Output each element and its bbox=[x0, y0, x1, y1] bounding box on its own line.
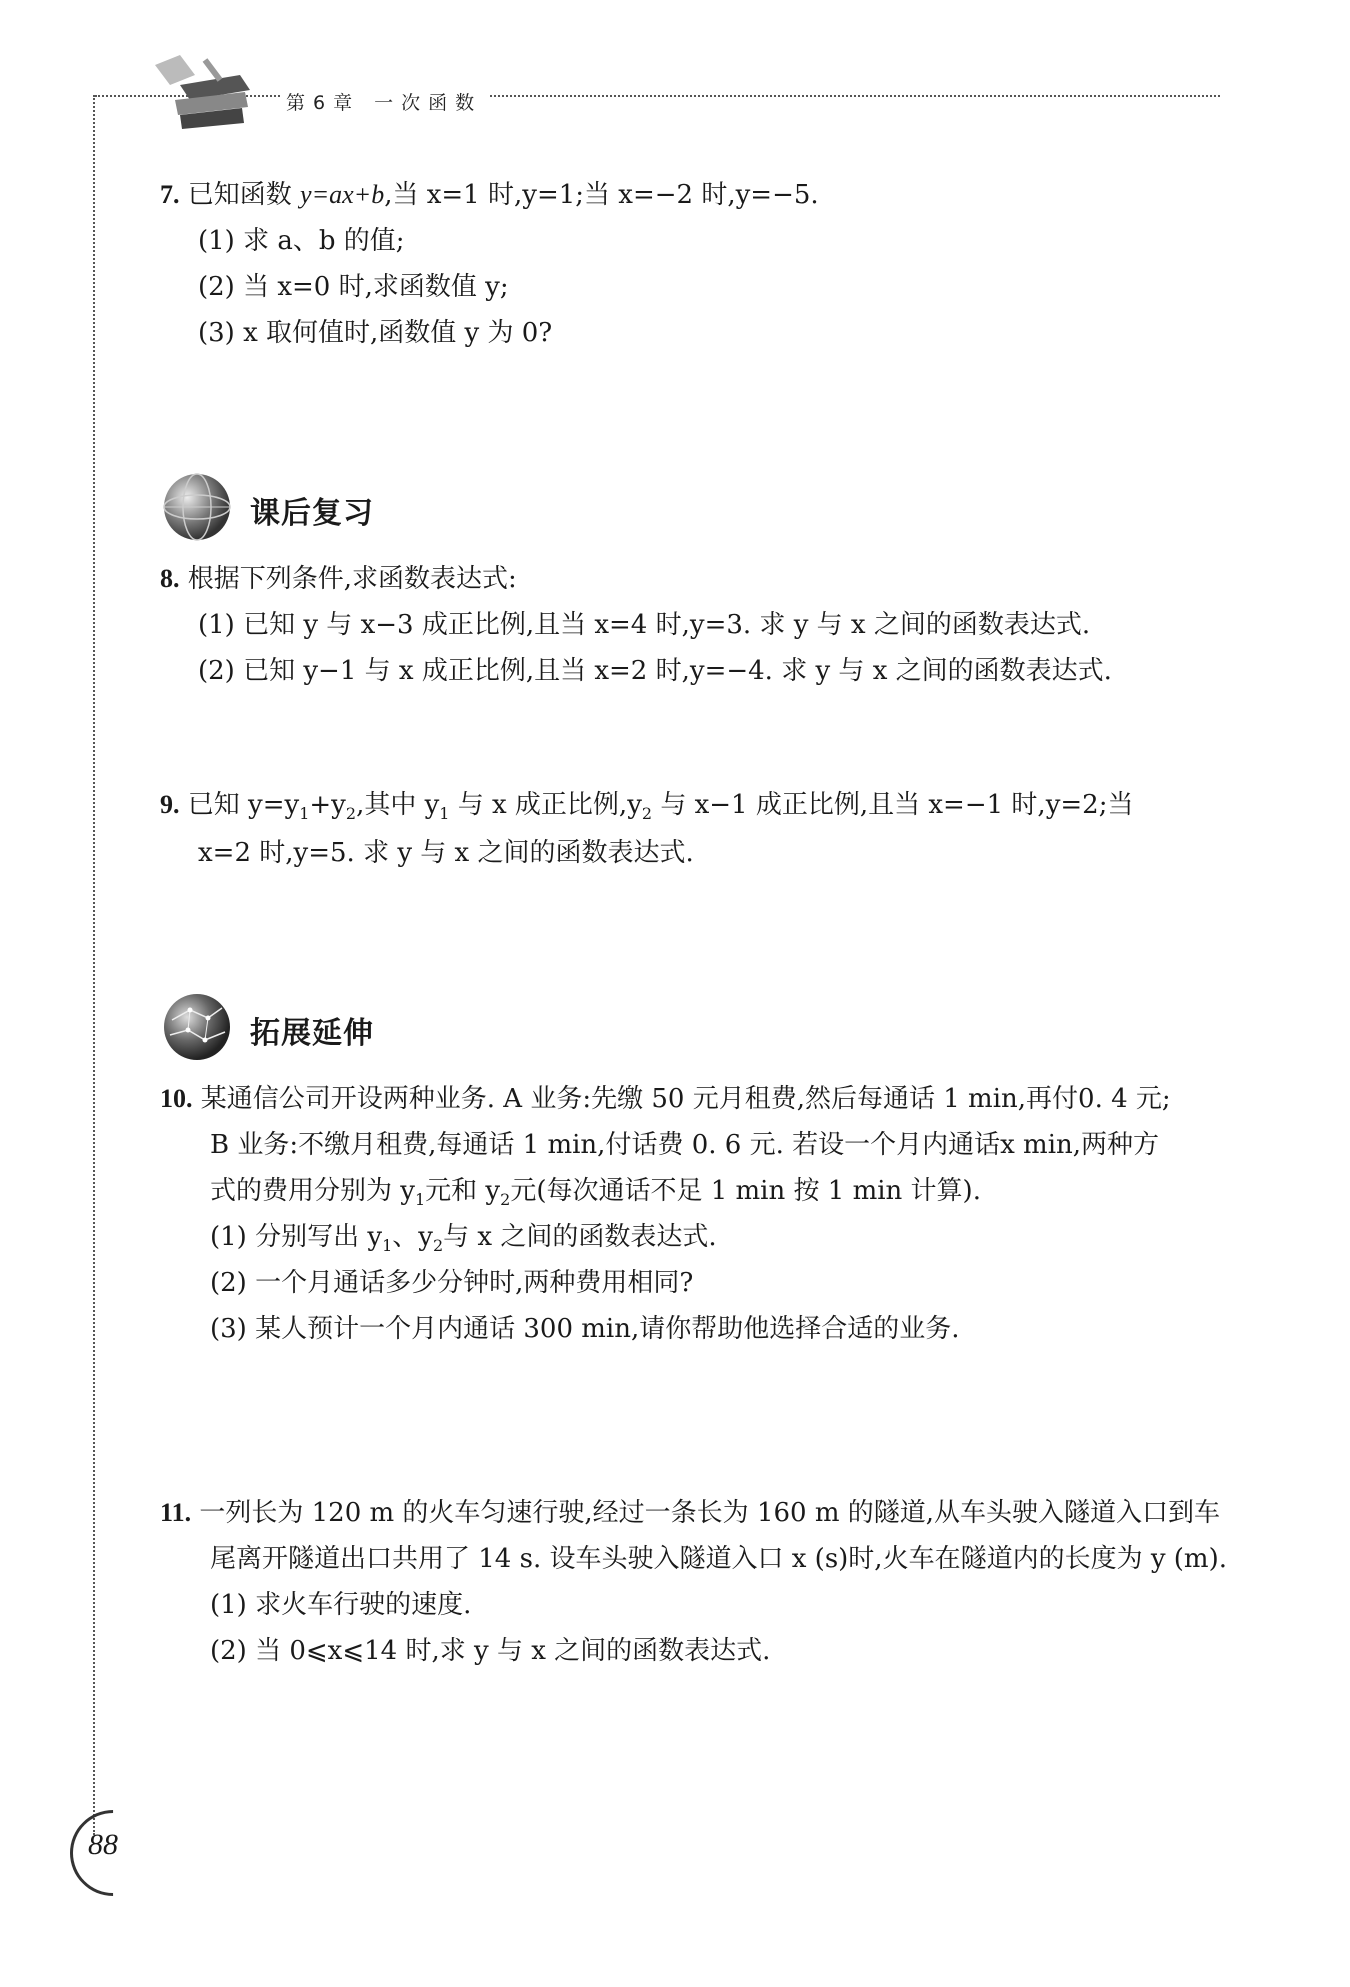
section-title: 课后复习 bbox=[250, 496, 374, 531]
q9-text-c: ,其中 y bbox=[356, 790, 440, 820]
q9-text-e: 与 x−1 成正比例,且当 x=−1 时,y=2;当 bbox=[652, 790, 1134, 820]
question-9-line-2: x=2 时,y=5. 求 y 与 x 之间的函数表达式. bbox=[198, 838, 694, 868]
question-8-part-1: (1) 已知 y 与 x−3 成正比例,且当 x=4 时,y=3. 求 y 与 x 之间的函数表达式. bbox=[198, 610, 1091, 640]
q9-sub-2: 2 bbox=[345, 804, 357, 824]
question-11-line-2: 尾离开隧道出口共用了 14 s. 设车头驶入隧道入口 x (s)时,火车在隧道内的长度为 y (m). bbox=[210, 1544, 1227, 1574]
q10-text-a: 式的费用分别为 y bbox=[210, 1176, 415, 1206]
q10-sub-2: 2 bbox=[500, 1190, 511, 1210]
q10-sub-1: 1 bbox=[414, 1190, 426, 1210]
question-8-part-2: (2) 已知 y−1 与 x 成正比例,且当 x=2 时,y=−4. 求 y 与 x 之间的函数表达式. bbox=[198, 656, 1112, 686]
q10-p1-sub-2: 2 bbox=[432, 1236, 444, 1256]
globe-icon bbox=[160, 470, 235, 545]
question-10-line-2: B 业务:不缴月租费,每通话 1 min,付话费 0. 6 元. 若设一个月内通话x min,两种方 bbox=[210, 1130, 1160, 1160]
header-dotted-line bbox=[95, 95, 1220, 97]
q10-text-b: 元和 y bbox=[425, 1176, 501, 1206]
page-number: 88 bbox=[88, 1828, 118, 1861]
question-10-line-1 bbox=[160, 1076, 1171, 1122]
question-7-part-3: (3) x 取何值时,函数值 y 为 0? bbox=[198, 318, 553, 348]
question-11-line-1 bbox=[160, 1490, 1220, 1536]
question-text-pre: 已知函数 bbox=[187, 180, 301, 210]
q10-p1-c: 与 x 之间的函数表达式. bbox=[443, 1222, 717, 1252]
chapter-title: 第6章 一次函数 bbox=[280, 88, 488, 115]
q9-sub-1: 1 bbox=[299, 804, 310, 824]
question-text: 根据下列条件,求函数表达式: bbox=[187, 564, 517, 594]
question-number: 10. bbox=[160, 1084, 193, 1113]
q9-sub-3: 1 bbox=[439, 804, 450, 824]
q10-p1-b: 、y bbox=[392, 1222, 433, 1252]
question-text: ,当 x=1 时,y=1;当 x=−2 时,y=−5. bbox=[384, 180, 819, 210]
question-number: 11. bbox=[160, 1498, 192, 1527]
question-11-part-2: (2) 当 0⩽x⩽14 时,求 y 与 x 之间的函数表达式. bbox=[210, 1636, 771, 1666]
question-11-part-1: (1) 求火车行驶的速度. bbox=[210, 1590, 472, 1620]
question-9-line-1 bbox=[160, 782, 1133, 837]
question-number: 8. bbox=[160, 564, 180, 593]
q9-text-d: 与 x 成正比例,y bbox=[449, 790, 642, 820]
question-text: 一列长为 120 m 的火车匀速行驶,经过一条长为 160 m 的隧道,从车头驶入隧道入口到车 bbox=[199, 1498, 1221, 1528]
question-number: 7. bbox=[160, 180, 180, 209]
q10-text-c: 元(每次通话不足 1 min 按 1 min 计算). bbox=[510, 1176, 981, 1206]
q10-p1-sub-1: 1 bbox=[382, 1236, 393, 1256]
question-7 bbox=[160, 172, 819, 218]
q9-text-a: 已知 y=y bbox=[187, 790, 300, 820]
question-7-part-2: (2) 当 x=0 时,求函数值 y; bbox=[198, 272, 509, 302]
question-10-part-3: (3) 某人预计一个月内通话 300 min,请你帮助他选择合适的业务. bbox=[210, 1314, 960, 1344]
margin-dotted-line bbox=[93, 95, 95, 1835]
question-8 bbox=[160, 556, 517, 602]
q10-p1-a: (1) 分别写出 y bbox=[210, 1222, 383, 1252]
section-title: 拓展延伸 bbox=[250, 1016, 374, 1051]
network-globe-icon bbox=[160, 990, 235, 1065]
q9-sub-4: 2 bbox=[641, 804, 653, 824]
question-text: 某通信公司开设两种业务. A 业务:先缴 50 元月租费,然后每通话 1 min,再付0. 4 元; bbox=[200, 1084, 1171, 1114]
page-number-badge bbox=[70, 1810, 150, 1890]
books-logo-icon bbox=[150, 55, 255, 130]
question-7-part-1: (1) 求 a、b 的值; bbox=[198, 226, 405, 256]
q9-text-b: +y bbox=[309, 790, 346, 820]
question-number: 9. bbox=[160, 790, 180, 819]
question-10-part-2: (2) 一个月通话多少分钟时,两种费用相同? bbox=[210, 1268, 694, 1298]
function-formula: y=ax+b bbox=[300, 180, 385, 209]
